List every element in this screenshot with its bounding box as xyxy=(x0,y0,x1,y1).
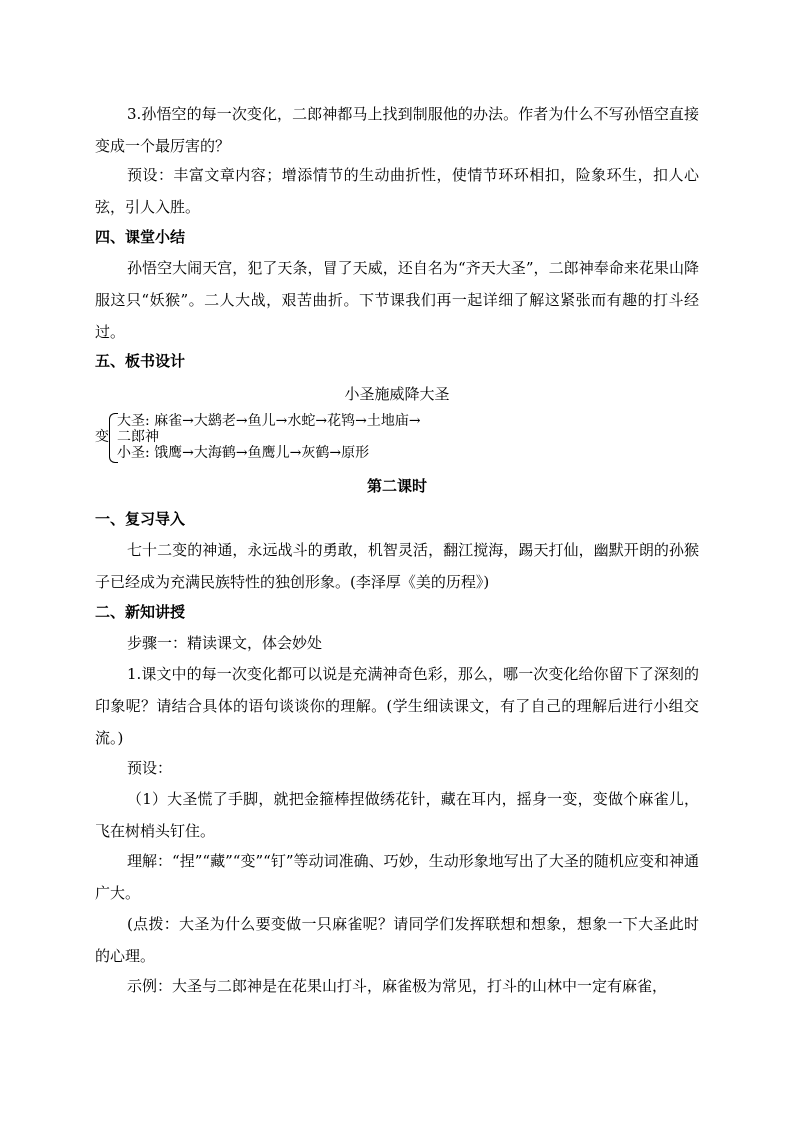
hint-paragraph: (点拨：大圣为什么要变做一只麻雀呢？请同学们发挥联想和想象，想象一下大圣此时的心理。 xyxy=(95,915,699,965)
review-paragraph: 七十二变的神通，永远战斗的勇敢，机智灵活，翻江搅海，踢天打仙，幽默开朗的孙猴子已经成为充满民族特性的独创形象。(李泽厚《美的历程》) xyxy=(95,541,699,591)
preset-item-1: （1）大圣慌了手脚，就把金箍棒捏做绣花针，藏在耳内，摇身一变，变做个麻雀儿，飞在树梢头钉住。 xyxy=(95,790,699,840)
lesson-2-title: 第二课时 xyxy=(366,477,427,495)
board-line-erlang: 二郎神 xyxy=(117,429,159,445)
board-change-label: 变 xyxy=(95,429,109,445)
board-title: 小圣施威降大圣 xyxy=(344,385,450,403)
heading-board-design: 五、板书设计 xyxy=(95,352,186,370)
summary-paragraph: 孙悟空大闹天宫，犯了天条，冒了天威，还自名为“齐天大圣”，二郎神奉命来花果山降服这只“妖猴”。二人大战，艰苦曲折。下节课我们再一起详细了解这紧张而有趣的打斗经过。 xyxy=(95,259,699,341)
heading-summary: 四、课堂小结 xyxy=(95,228,186,246)
board-line-xiaosheng: 小圣: 饿鹰→大海鹤→鱼鹰儿→灰鹤→原形 xyxy=(117,445,370,461)
preset-label: 预设： xyxy=(127,759,173,777)
example-paragraph: 示例：大圣与二郎神是在花果山打斗，麻雀极为常见，打斗的山林中一定有麻雀， xyxy=(127,977,668,995)
understanding-paragraph: 理解：“捏”“藏”“变”“钉”等动词准确、巧妙，生动形象地写出了大圣的随机应变和神通广大。 xyxy=(95,852,699,902)
heading-new-lesson: 二、新知讲授 xyxy=(95,603,186,621)
question-1: 1.课文中的每一次变化都可以说是充满神奇色彩，那么，哪一次变化给你留下了深刻的印象呢？请结合具体的语句谈谈你的理解。(学生细读课文，有了自己的理解后进行小组交流。) xyxy=(95,665,699,747)
question-3: 3.孙悟空的每一次变化，二郎神都马上找到制服他的办法。作者为什么不写孙悟空直接变成一个最厉害的？ xyxy=(95,105,699,155)
heading-review: 一、复习导入 xyxy=(95,510,186,528)
question-3-preset: 预设：丰富文章内容；增添情节的生动曲折性，使情节环环相扣，险象环生，扣人心弦，引人入胜。 xyxy=(95,166,699,216)
step-1: 步骤一：精读课文，体会妙处 xyxy=(127,634,323,652)
board-line-dasheng: 大圣: 麻雀→大鹚老→鱼儿→水蛇→花鸨→土地庙→ xyxy=(117,413,421,429)
